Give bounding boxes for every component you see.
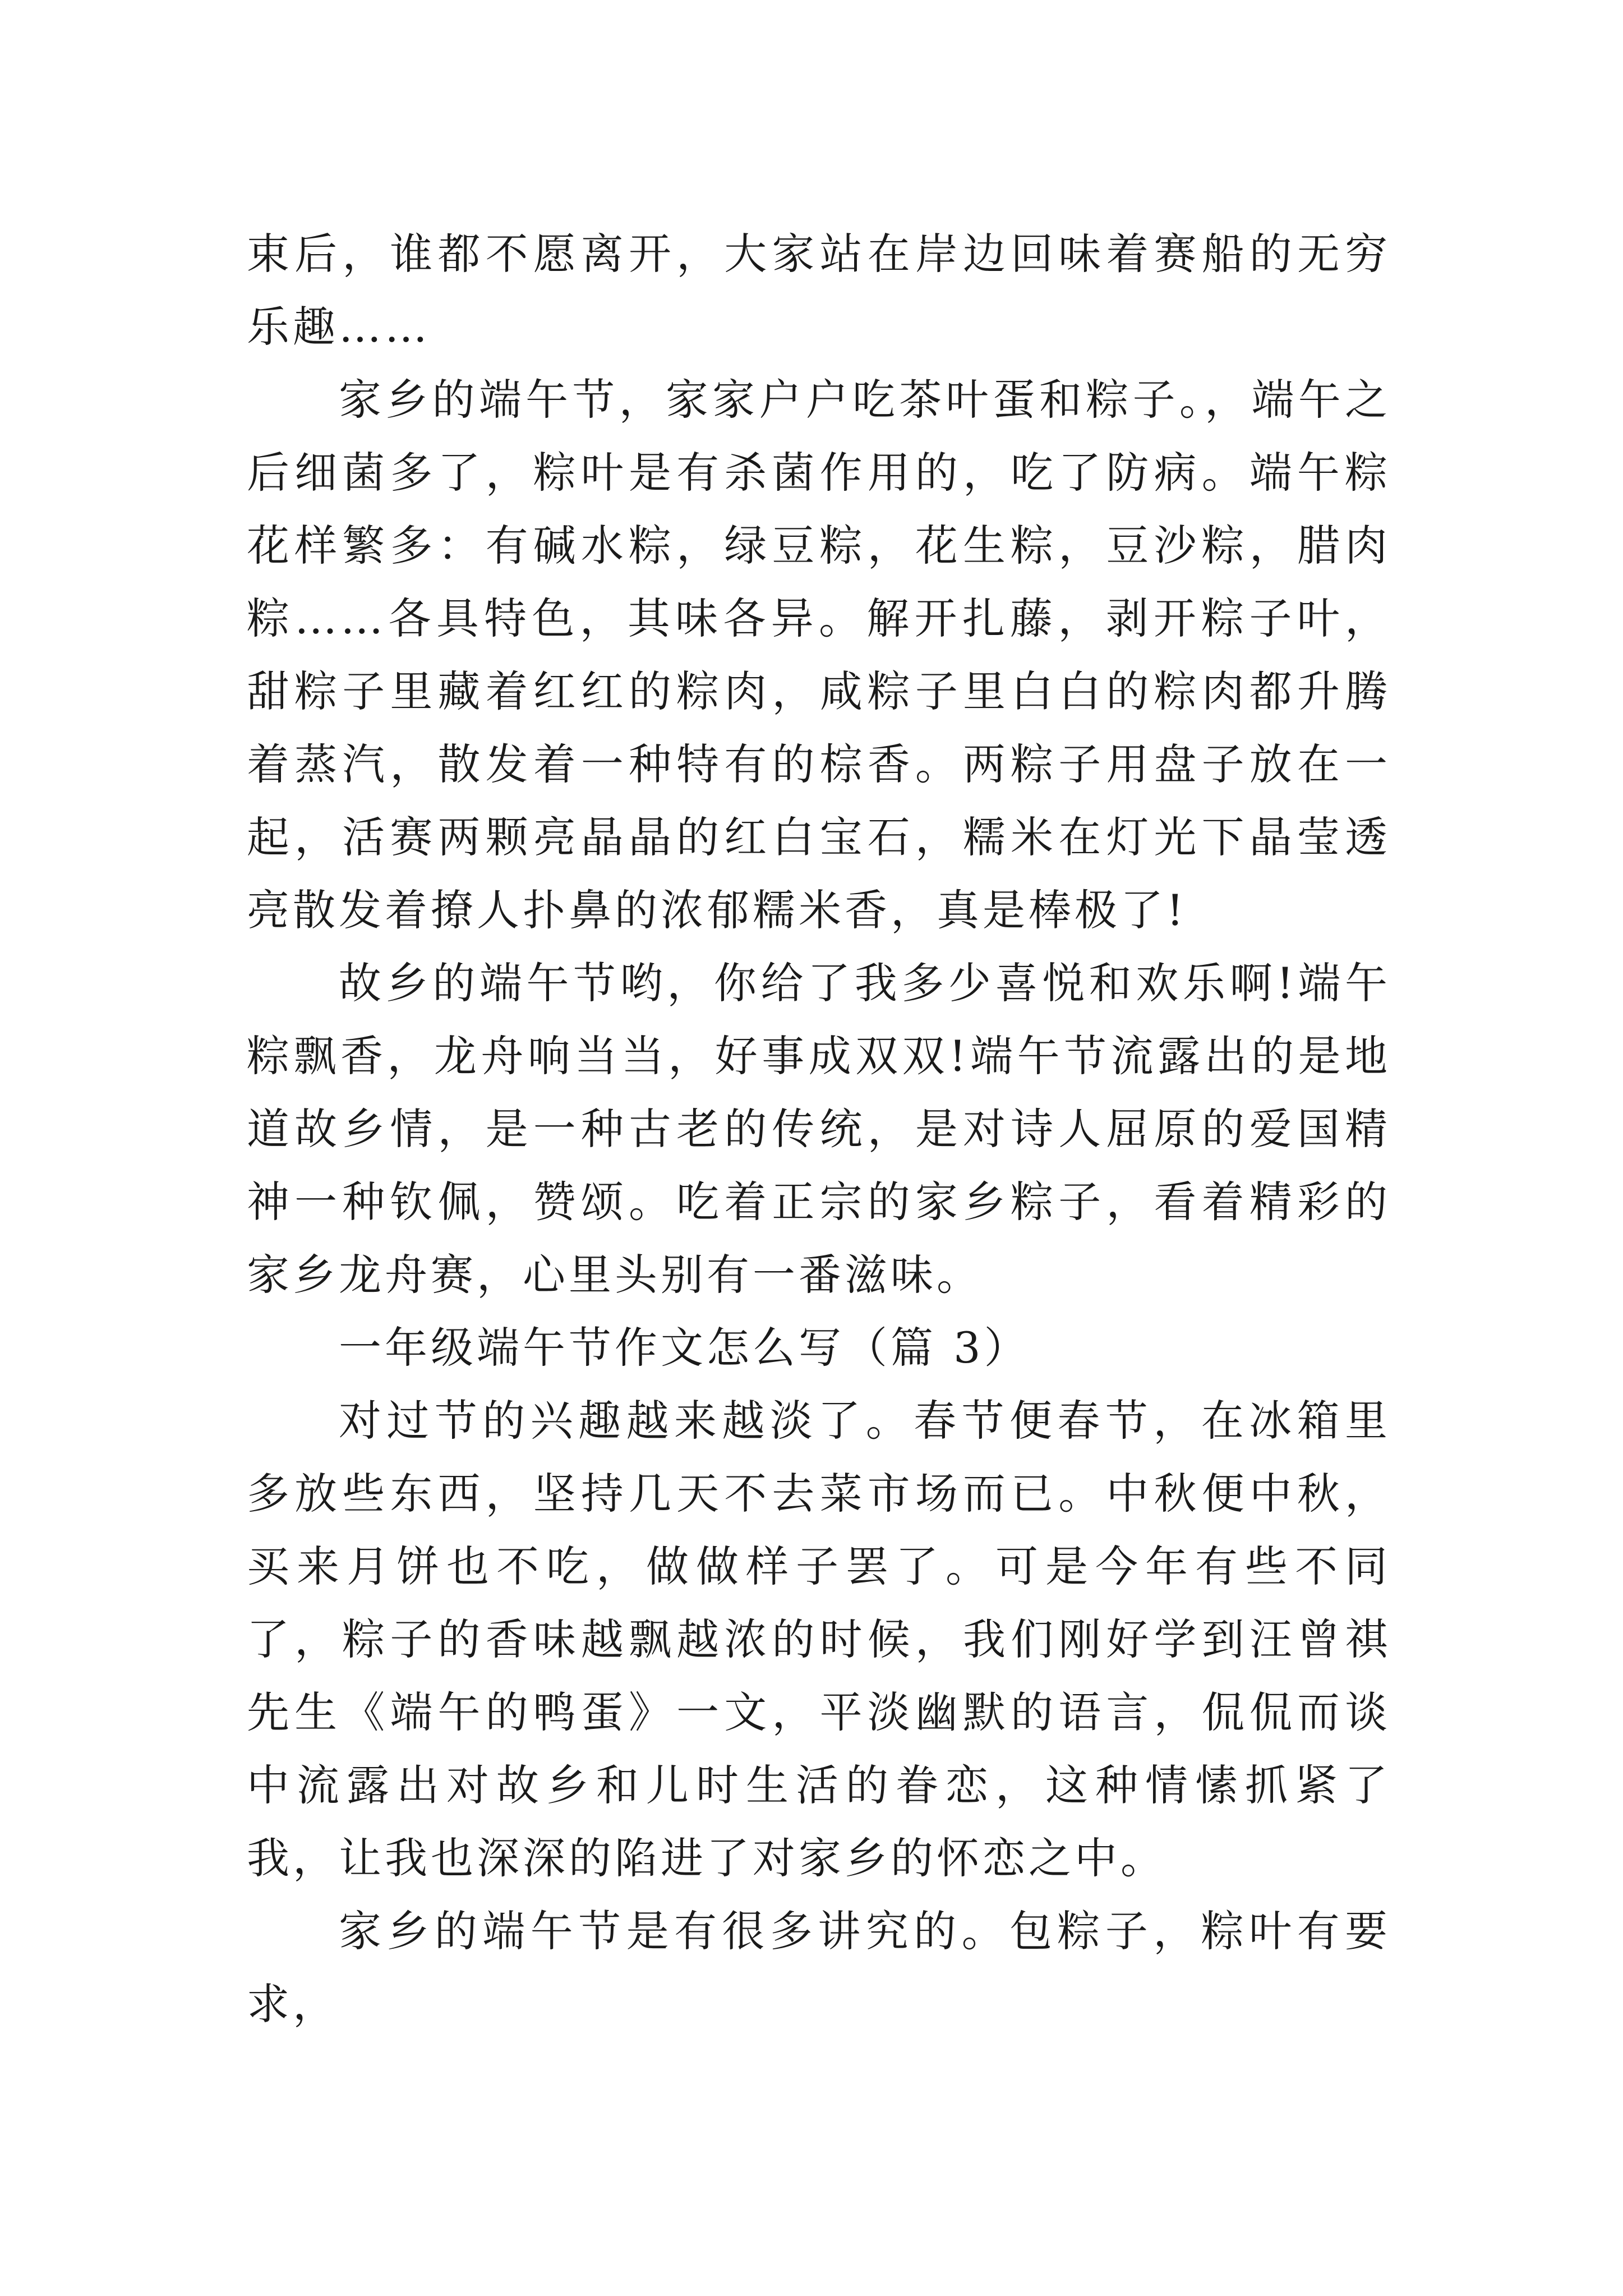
paragraph-customs: 家乡的端午节是有很多讲究的。包粽子，粽叶有要求， — [247, 1906, 1391, 2029]
paragraph-zongzi: 家乡的端午节，家家户户吃茶叶蛋和粽子。，端午之后细菌多了，粽叶是有杀菌作用的，吃了防病。端午粽花样繁多：有碱水粽，绿豆粽，花生粽，豆沙粽，腊肉粽……各具特色，其味各异。解开扎藤，剥开粽子叶，甜粽子里藏着红红的粽肉，咸粽子里白白的粽肉都升腾着蒸汽，散发着一种特有的棕香。两粽子用盘子放在一起，活赛两颗亮晶晶的红白宝石，糯米在灯光下晶莹透亮散发着撩人扑鼻的浓郁糯米香，真是棒极了! — [247, 375, 1391, 935]
paragraph-festival-interest: 对过节的兴趣越来越淡了。春节便春节，在冰箱里多放些东西，坚持几天不去菜市场而已。中秋便中秋，买来月饼也不吃，做做样子罢了。可是今年有些不同了，粽子的香味越飘越浓的时候，我们刚好学到汪曾祺先生《端午的鸭蛋》一文，平淡幽默的语言，侃侃而谈中流露出对故乡和儿时生活的眷恋，这种情愫抓紧了我，让我也深深的陷进了对家乡的怀恋之中。 — [247, 1396, 1391, 1883]
body-text — [247, 218, 1391, 2041]
paragraph-hometown-festival: 故乡的端午节哟，你给了我多少喜悦和欢乐啊!端午粽飘香，龙舟响当当，好事成双双!端午节流露出的是地道故乡情，是一种古老的传统，是对诗人屈原的爱国精神一种钦佩，赞颂。吃着正宗的家乡粽子，看着精彩的家乡龙舟赛，心里头别有一番滋味。 — [247, 958, 1391, 1300]
paragraph-continuation: 束后，谁都不愿离开，大家站在岸边回味着赛船的无穷乐趣…… — [247, 229, 1391, 352]
section-heading: 一年级端午节作文怎么写（篇 3） — [339, 1323, 1030, 1373]
